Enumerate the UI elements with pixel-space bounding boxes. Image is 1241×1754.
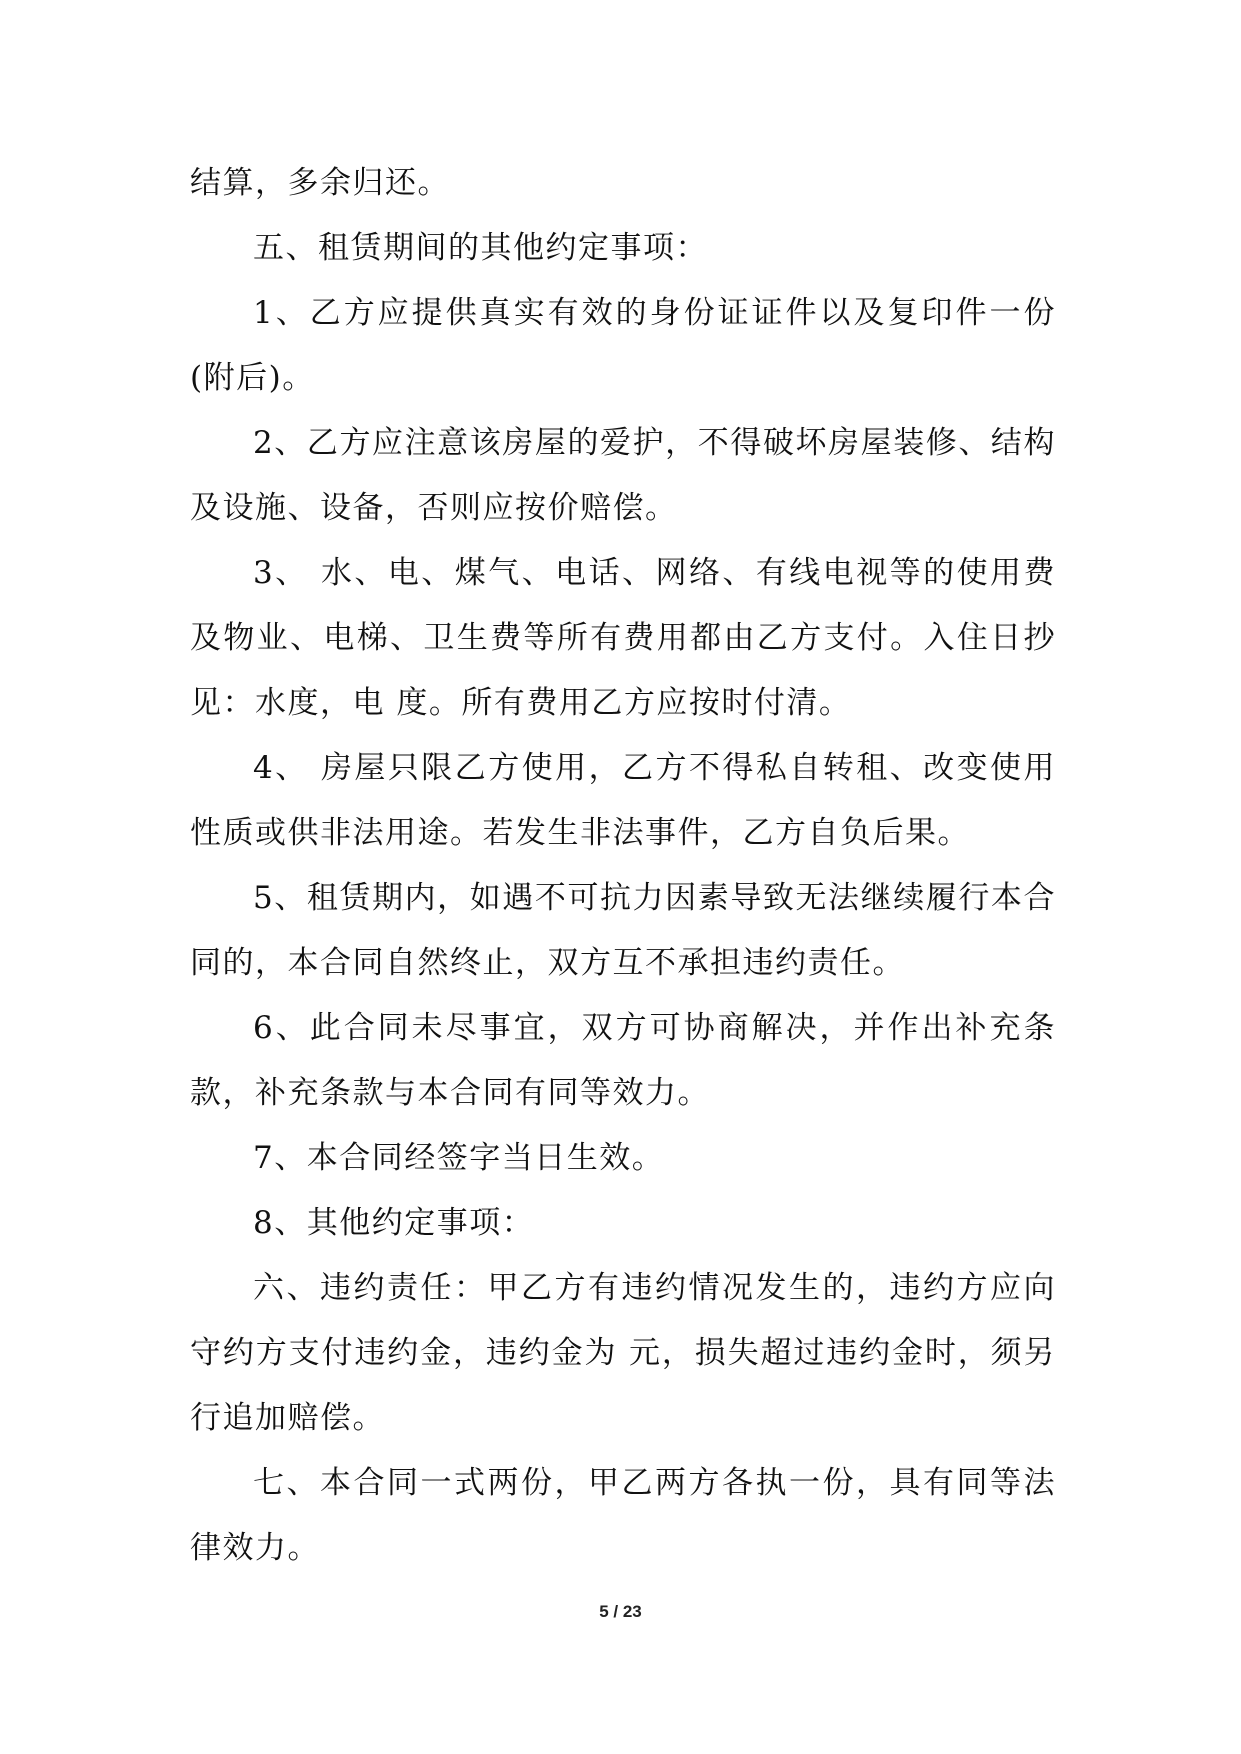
paragraph-clause-8: 8、其他约定事项： [253, 1205, 535, 1241]
paragraph-clause-7: 7、本合同经签字当日生效。 [253, 1140, 665, 1176]
page-number: 5 / 23 [599, 1602, 642, 1621]
paragraph-settlement: 结算，多余归还。 [190, 165, 450, 201]
document-body [190, 151, 1056, 1581]
paragraph-clause-3: 3、 水、电、煤气、电话、网络、有线电视等的使用费及物业、电梯、卫生费等所有费用都由乙方支付。入住日抄见：水度，电 度。所有费用乙方应按时付清。 [190, 555, 1056, 721]
paragraph-clause-1: 1、乙方应提供真实有效的身份证证件以及复印件一份(附后)。 [190, 295, 1056, 396]
paragraph-section-7-copies: 七、本合同一式两份，甲乙两方各执一份，具有同等法律效力。 [190, 1465, 1056, 1566]
paragraph-clause-5: 5、租赁期内，如遇不可抗力因素导致无法继续履行本合同的，本合同自然终止，双方互不承担违约责任。 [190, 880, 1056, 981]
paragraph-section-5-heading: 五、租赁期间的其他约定事项： [253, 230, 708, 266]
paragraph-clause-4: 4、 房屋只限乙方使用，乙方不得私自转租、改变使用性质或供非法用途。若发生非法事件，乙方自负后果。 [190, 750, 1056, 851]
paragraph-section-6-liability: 六、违约责任：甲乙方有违约情况发生的，违约方应向守约方支付违约金，违约金为 元，损失超过违约金时，须另行追加赔偿。 [190, 1270, 1056, 1436]
paragraph-clause-2: 2、乙方应注意该房屋的爱护，不得破坏房屋装修、结构及设施、设备，否则应按价赔偿。 [190, 425, 1056, 526]
paragraph-clause-6: 6、此合同未尽事宜，双方可协商解决，并作出补充条款，补充条款与本合同有同等效力。 [190, 1010, 1056, 1111]
